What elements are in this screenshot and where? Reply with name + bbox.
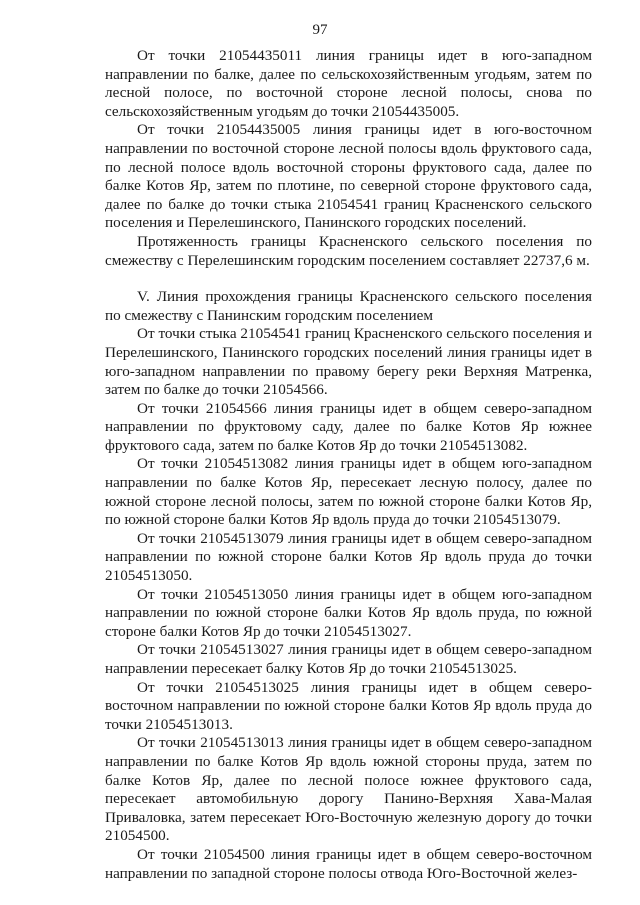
page-number: 97 [312,22,328,38]
paragraph: От точки 21054566 линия границы идет в общем северо-западном направлении по фруктовому саду, далее по балке Котов Яр южнее фруктового сада, затем по балке Котов Яр до точки 21054513082. [105,399,592,454]
paragraph: От точки 21054435005 линия границы идет в юго-восточном направлении по восточной стороне лесной полосы вдоль фруктового сада, по лесной полосе вдоль восточной стороны фруктового сада, далее по балке Котов Яр, затем по плотине, по северной стороне фруктового сада, далее по балке до точки стыка 21054541 границ Красненского сельского поселения и Перелешинского, Панинского городских поселений. [105,121,592,232]
paragraph: От точки 21054513013 линия границы идет в общем северо-западном направлении по балке Котов Яр вдоль южной стороны пруда, затем по балке Котов Яр, далее по лесной полосе южнее фруктового сада, пересекает автомобильную дорогу Панино-Верхняя Хава-Малая Приваловка, затем пересекает Юго-Восточную железную дорогу до точки 21054500. [105,734,592,845]
paragraph: От точки 21054513027 линия границы идет в общем северо-западном направлении пересекает балку Котов Яр до точки 21054513025. [105,641,592,677]
document-body [105,47,592,883]
paragraph: От точки 21054500 линия границы идет в общем северо-восточном направлении по западной стороне полосы отвода Юго-Восточной желез- [105,845,592,882]
paragraph: От точки 21054513079 линия границы идет в общем северо-западном направлении по южной стороне балки Котов Яр вдоль пруда до точки 21054513050. [105,529,592,585]
paragraph: От точки 21054513082 линия границы идет в общем юго-западном направлении по балке Котов Яр, пересекает лесную полосу, далее по южной стороне лесной полосы, затем по южной стороне балки Котов Яр, по южной стороне балки Котов Яр вдоль пруда до точки 21054513079. [105,455,592,529]
paragraph: От точки 21054435011 линия границы идет в юго-западном направлении по балке, далее по сельскохозяйственным угодьям, затем по лесной полосе, по восточной стороне лесной полосы, снова по сельскохозяйственным угодьям до точки 21054435005. [105,47,592,120]
paragraph: От точки 21054513050 линия границы идет в общем юго-западном направлении по южной стороне балки Котов Яр вдоль пруда, по южной стороне балки Котов Яр до точки 21054513027. [105,585,592,640]
paragraph: От точки стыка 21054541 границ Красненского сельского поселения и Перелешинского, Панинского городских поселений линия границы идет в юго-западном направлении по правому берегу реки Верхняя Матренка, затем по балке до точки 21054566. [105,325,592,399]
paragraph: От точки 21054513025 линия границы идет в общем северо-восточном направлении по южной стороне балки Котов Яр вдоль пруда до точки 21054513013. [105,678,592,733]
section-heading: V. Линия прохождения границы Красненского сельского поселения по смежеству с Панинским городским поселением [105,288,592,324]
paragraph: Протяженность границы Красненского сельского поселения по смежеству с Перелешинским городским поселением составляет 22737,6 м. [105,232,592,269]
